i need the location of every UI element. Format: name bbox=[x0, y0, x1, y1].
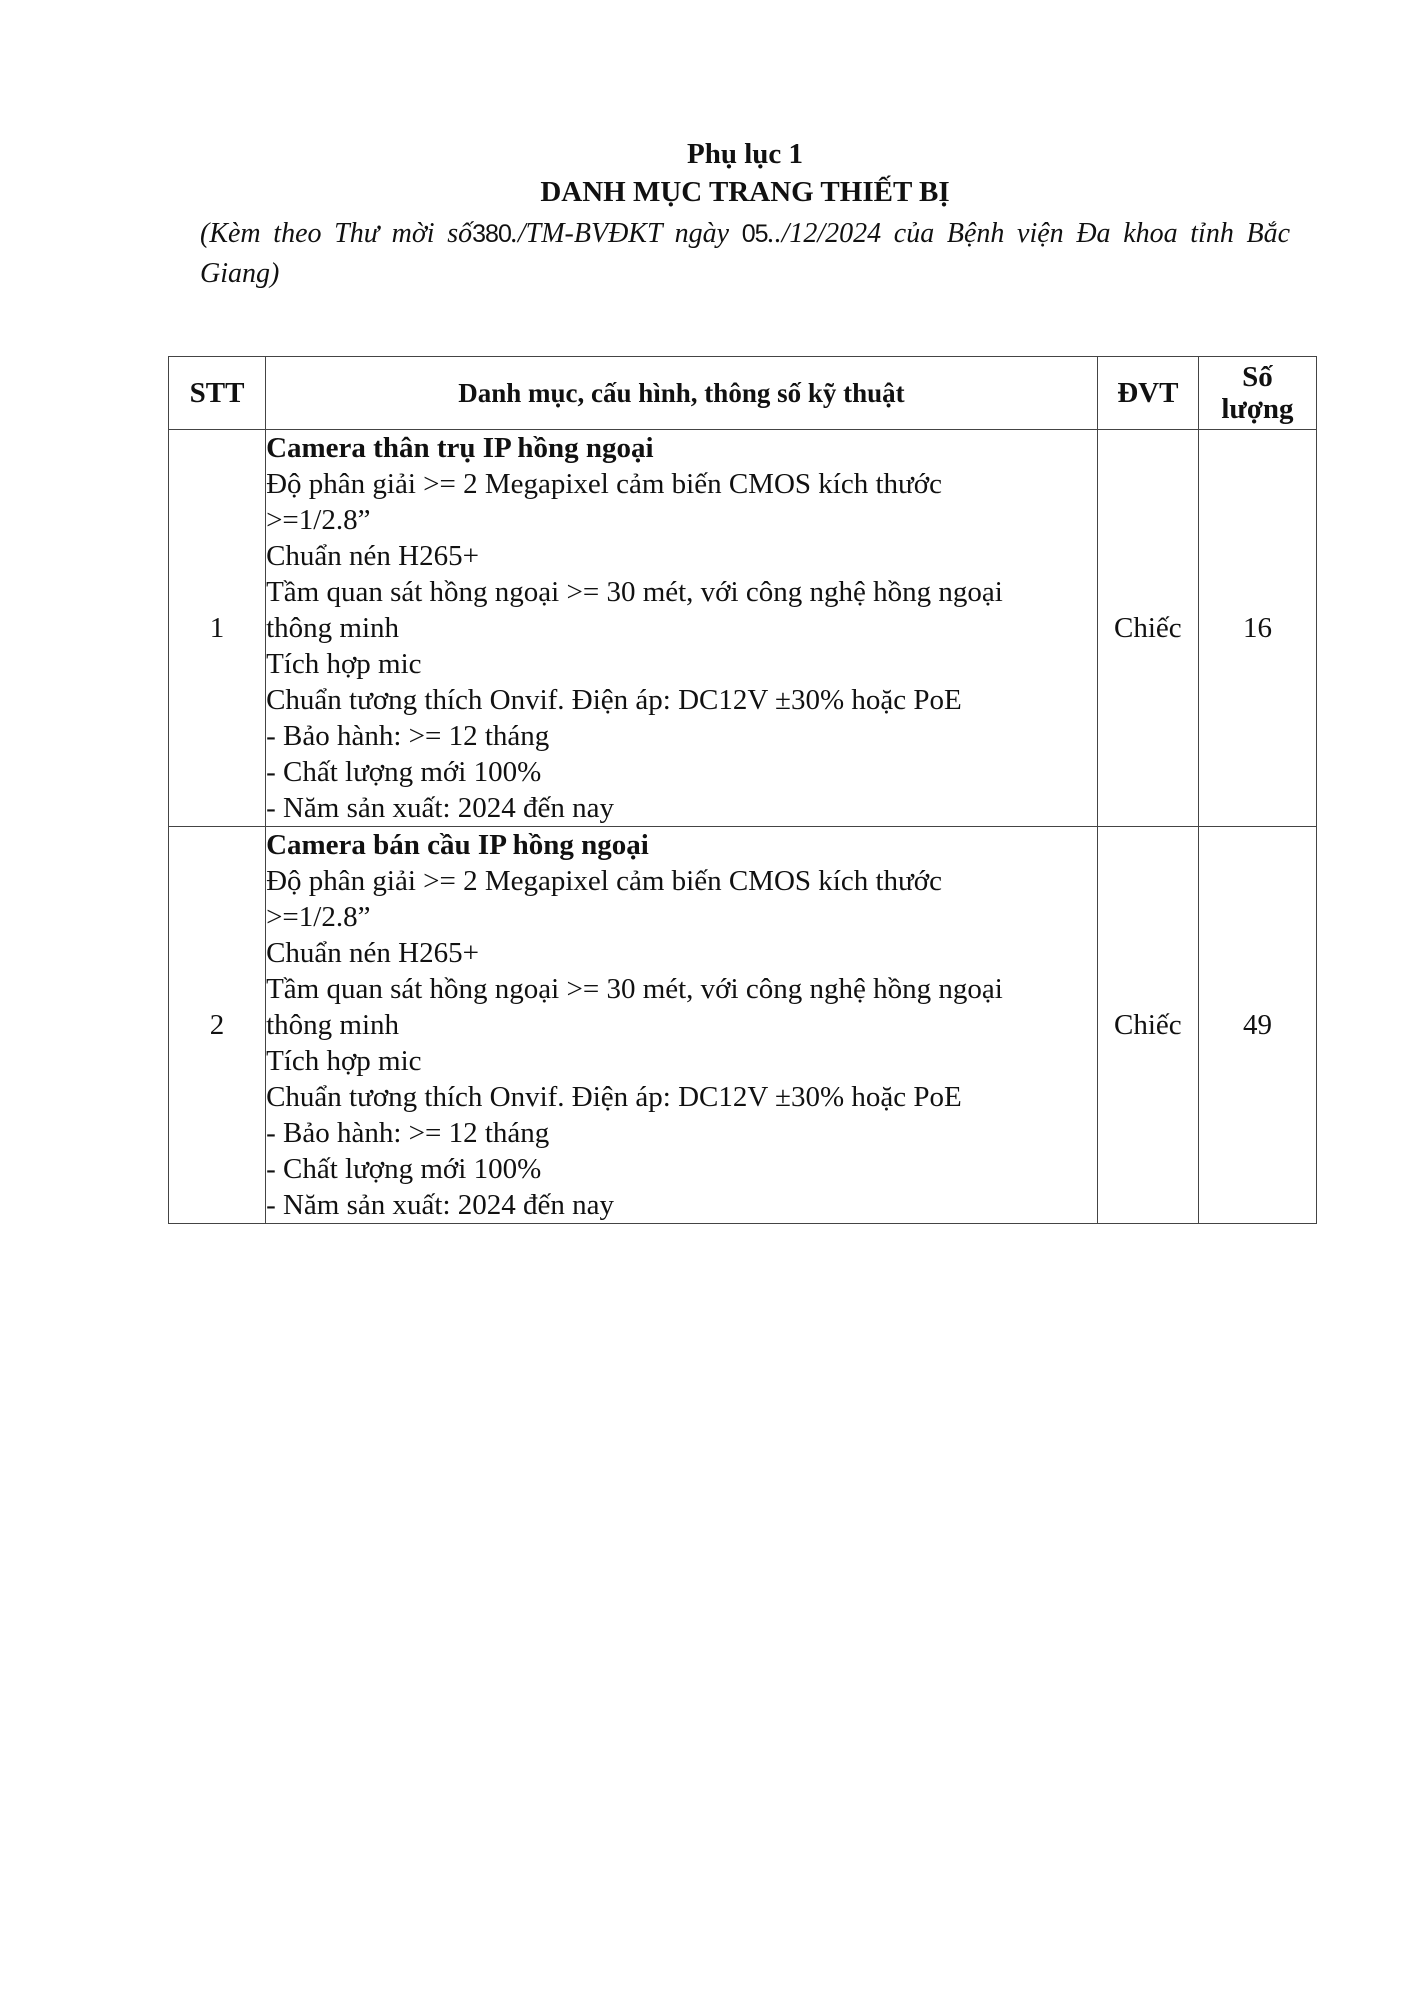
reference-line bbox=[200, 214, 1290, 294]
row-unit: Chiếc bbox=[1097, 430, 1198, 827]
spec-line: Tầm quan sát hồng ngoại >= 30 mét, với công nghệ hồng ngoại bbox=[266, 973, 1003, 1005]
spec-line: thông minh bbox=[266, 1009, 399, 1041]
row-description bbox=[266, 430, 1098, 827]
header-quantity-line2: lượng bbox=[1221, 393, 1294, 425]
spec-line: Độ phân giải >= 2 Megapixel cảm biến CMOS kích thước bbox=[266, 468, 942, 500]
spec-line: - Năm sản xuất: 2024 đến nay bbox=[266, 1189, 614, 1221]
reference-suffix: ../12/2024 của Bệnh viện Đa khoa tỉnh Bắc Giang) bbox=[200, 218, 1291, 289]
header-stt: STT bbox=[169, 357, 266, 430]
reference-middle: ./TM-BVĐKT ngày bbox=[510, 218, 730, 249]
document-header bbox=[200, 136, 1290, 294]
spec-line: Tích hợp mic bbox=[266, 648, 422, 680]
equipment-table bbox=[168, 356, 1317, 1224]
row-quantity: 49 bbox=[1198, 827, 1316, 1224]
spec-line: Độ phân giải >= 2 Megapixel cảm biến CMOS kích thước bbox=[266, 865, 942, 897]
spec-line: Chuẩn nén H265+ bbox=[266, 937, 479, 969]
spec-line: Chuẩn nén H265+ bbox=[266, 540, 479, 572]
spec-line: - Chất lượng mới 100% bbox=[266, 756, 542, 788]
row-stt: 2 bbox=[169, 827, 266, 1224]
spec-line: - Năm sản xuất: 2024 đến nay bbox=[266, 792, 614, 824]
reference-prefix: (Kèm theo Thư mời số bbox=[200, 218, 473, 249]
spec-line: thông minh bbox=[266, 612, 399, 644]
spec-line: Chuẩn tương thích Onvif. Điện áp: DC12V ±30% hoặc PoE bbox=[266, 1081, 962, 1113]
appendix-title: Phụ lục 1 bbox=[686, 138, 804, 170]
spec-line: Tầm quan sát hồng ngoại >= 30 mét, với công nghệ hồng ngoại bbox=[266, 576, 1003, 608]
row-stt: 1 bbox=[169, 430, 266, 827]
row-unit: Chiếc bbox=[1097, 827, 1198, 1224]
spec-line: - Chất lượng mới 100% bbox=[266, 1153, 542, 1185]
row-quantity: 16 bbox=[1198, 430, 1316, 827]
header-quantity-line1: Số bbox=[1242, 361, 1273, 393]
spec-line: >=1/2.8” bbox=[266, 504, 371, 536]
table-row bbox=[169, 827, 1317, 1224]
table-header-row bbox=[169, 357, 1317, 430]
device-name: Camera thân trụ IP hồng ngoại bbox=[266, 432, 654, 464]
spec-line: - Bảo hành: >= 12 tháng bbox=[266, 1117, 550, 1149]
spec-line: - Bảo hành: >= 12 tháng bbox=[266, 720, 550, 752]
header-description: Danh mục, cấu hình, thông số kỹ thuật bbox=[266, 357, 1098, 430]
spec-line: Tích hợp mic bbox=[266, 1045, 422, 1077]
device-name: Camera bán cầu IP hồng ngoại bbox=[266, 829, 649, 861]
spec-line: Chuẩn tương thích Onvif. Điện áp: DC12V ±30% hoặc PoE bbox=[266, 684, 962, 716]
row-description bbox=[266, 827, 1098, 1224]
document-title: DANH MỤC TRANG THIẾT BỊ bbox=[540, 176, 950, 208]
header-quantity bbox=[1198, 357, 1316, 430]
reference-number: 380 bbox=[472, 220, 511, 248]
reference-day: 05 bbox=[741, 220, 768, 248]
spec-line: >=1/2.8” bbox=[266, 901, 371, 933]
table-row bbox=[169, 430, 1317, 827]
header-unit: ĐVT bbox=[1097, 357, 1198, 430]
